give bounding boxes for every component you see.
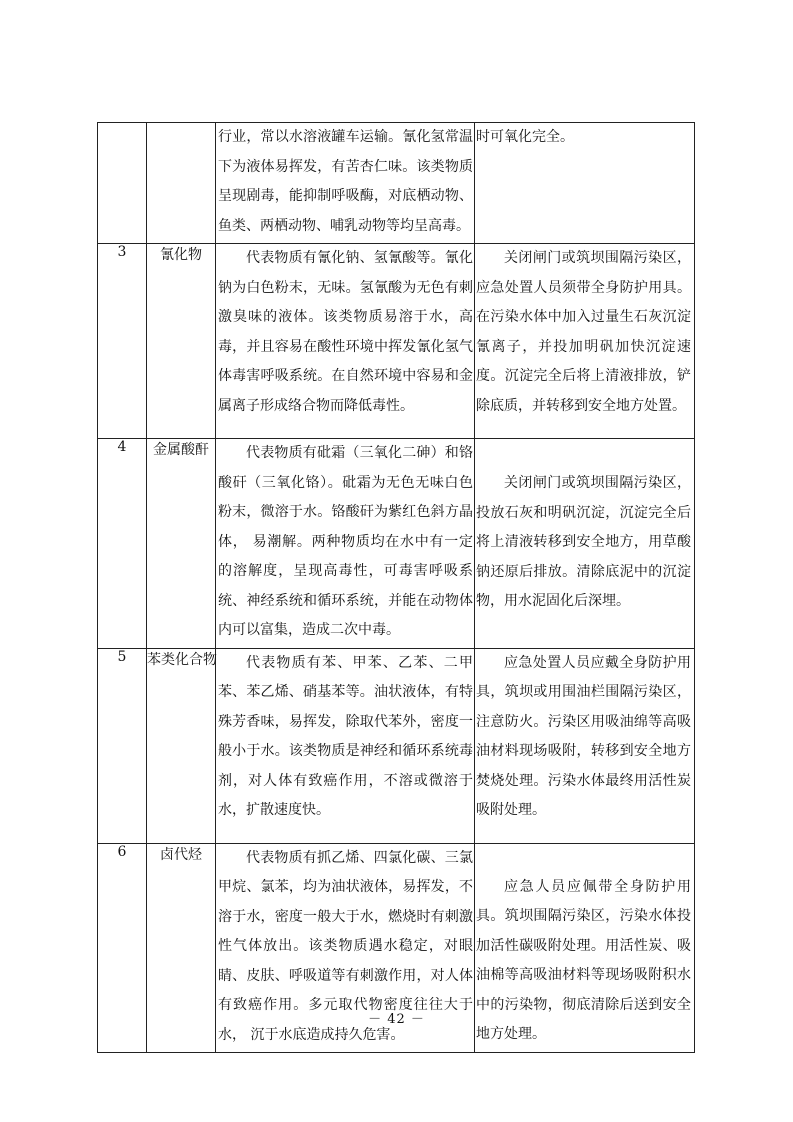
table-row <box>98 439 695 649</box>
substance-name: 苯类化合物 <box>147 648 216 843</box>
row-number: 3 <box>98 244 147 439</box>
table-row <box>98 123 695 244</box>
row-number: 5 <box>98 648 147 843</box>
substance-description-cell <box>216 648 475 843</box>
emergency-measure-cell <box>475 439 695 649</box>
substance-name: 氰化物 <box>147 244 216 439</box>
row-number: 6 <box>98 843 147 1053</box>
emergency-measure: 关闭闸门或筑坝围隔污染区，应急处置人员须带全身防护用具。在污染水体中加入过量生石灰沉淀氰离子，并投加明矾加快沉淀速度。沉淀完全后将上清液排放，铲除底质，并转移到安全地方处置。 <box>476 250 691 414</box>
substance-description: 行业，常以水溶液罐车运输。氰化氢常温下为液体易挥发，有苦杏仁味。该类物质呈现剧毒，能抑制呼吸酶，对底栖动物、鱼类、两栖动物、哺乳动物等均呈高毒。 <box>218 129 473 234</box>
row-number <box>98 123 147 244</box>
page-number: － 42 － <box>368 1012 425 1027</box>
emergency-measure: 应急人员应佩带全身防护用具。筑坝围隔污染区，污染水体投加活性碳吸附处理。用活性炭、吸油棉等高吸油材料等现场吸附积水中的污染物，彻底清除后送到安全地方处理。 <box>476 878 691 1042</box>
substance-description-cell <box>216 439 475 649</box>
emergency-measure: 关闭闸门或筑坝围隔污染区，投放石灰和明矾沉淀，沉淀完全后将上清液转移到安全地方，用草酸钠还原后排放。清除底泥中的沉淀物，用水泥固化后深埋。 <box>476 475 691 609</box>
table-row <box>98 244 695 439</box>
substance-description: 代表物质有抓乙烯、四氯化碳、三氯甲烷、氯苯，均为油状液体，易挥发，不溶于水，密度一般大于水，燃烧时有刺激性气体放出。该类物质遇水稳定，对眼睛、皮肤、呼吸道等有刺激作用，对人体有致癌作用。多元取代物密度往往大于水， 沉于水底造成持久危害。 <box>218 849 473 1043</box>
emergency-measure-cell <box>475 244 695 439</box>
substance-name: 卤代烃 <box>147 843 216 1053</box>
emergency-measure-cell <box>475 648 695 843</box>
substance-description: 代表物质有苯、甲苯、乙苯、二甲苯、苯乙烯、硝基苯等。油状液体，有特殊芳香味，易挥发，除取代苯外，密度一般小于水。该类物质是神经和循环系统毒剂，对人体有致癌作用，不溶或微溶于水，扩散速度快。 <box>218 654 473 818</box>
hazard-table <box>97 122 695 1053</box>
emergency-measure-cell <box>475 123 695 244</box>
substance-name <box>147 123 216 244</box>
row-number: 4 <box>98 439 147 649</box>
substance-description-cell <box>216 123 475 244</box>
substance-name: 金属酸酐 <box>147 439 216 649</box>
emergency-measure: 时可氧化完全。 <box>476 129 574 145</box>
substance-description: 代表物质有砒霜（三氧化二砷）和铬酸矸（三氧化铬）。砒霜为无色无味白色粉末，微溶于水。铬酸矸为紫红色斜方晶体， 易潮解。两种物质均在水中有一定的溶解度，呈现高毒性，可毒害呼吸系统、神经系统和循环系统，并能在动物体内可以富集，造成二次中毒。 <box>218 445 473 638</box>
substance-description: 代表物质有氰化钠、氢氰酸等。氰化钠为白色粉末，无味。氢氰酸为无色有刺激臭味的液体。该类物质易溶于水，高毒，并且容易在酸性环境中挥发氰化氢气体毒害呼吸系统。在自然环境中容易和金属离子形成络合物而降低毒性。 <box>218 250 473 414</box>
substance-description-cell <box>216 244 475 439</box>
table-row <box>98 648 695 843</box>
emergency-measure: 应急处置人员应戴全身防护用具，筑坝或用围油栏围隔污染区，注意防火。污染区用吸油绵等高吸油材料现场吸附，转移到安全地方焚烧处理。污染水体最终用活性炭吸附处理。 <box>476 654 691 818</box>
